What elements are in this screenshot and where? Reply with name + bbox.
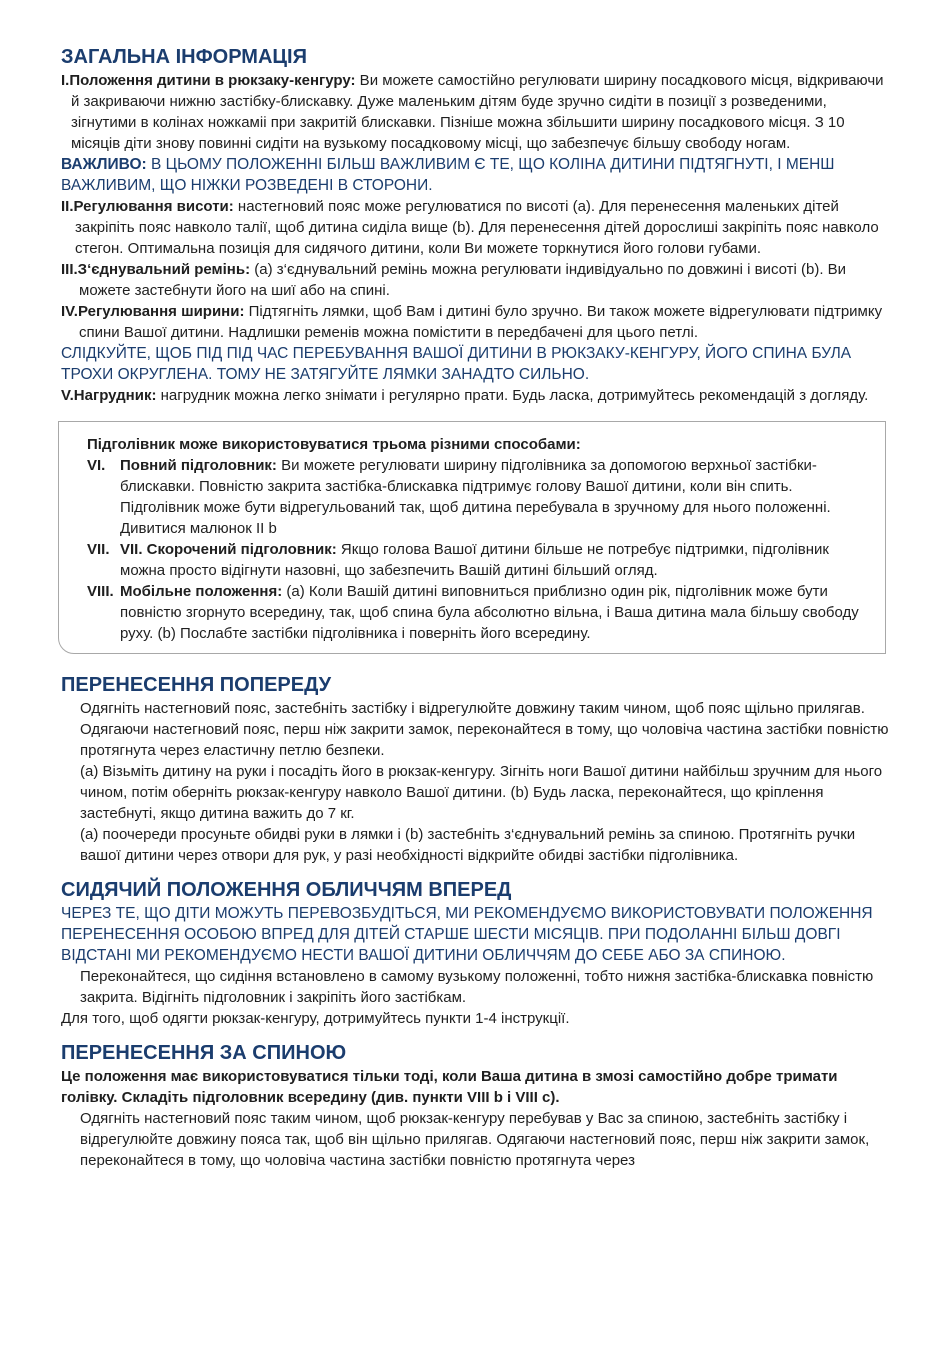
back-carry-paragraph: Одягніть настегновий пояс таким чином, щоб рюкзак-кенгуру перебував у Вас за спиною, застебніть застібку і відрегулюйте довжину пояса так, щоб він щільно прилягав. Одягаючи настегновий пояс, перш ніж закрити замок, переконайтеся в тому, що чоловіча частина застібки повністю протягнута через	[80, 1110, 870, 1169]
item-number: VIII.	[87, 583, 114, 600]
item-text: Ви можете регулювати ширину підголівника за допомогою верхньої застібки-блискавки. Повністю закрита застібка-блискавка підтримує голову Вашої дитини, коли він спить. Підголівник може бути відрегульований так, щоб дитина перебувала в зручному для нього положенні. Дивитися малюнок II b	[120, 457, 831, 537]
headrest-item-shortened	[59, 539, 885, 581]
section-heading-back-carry: ПЕРЕНЕСЕННЯ ЗА СПИНОЮ	[61, 1042, 347, 1064]
facing-forward-note: Для того, щоб одягти рюкзак-кенгуру, дотримуйтесь пункти 1-4 інструкції.	[61, 1010, 570, 1027]
item-label: Регулювання висоти:	[73, 198, 234, 215]
item-label: Нагрудник:	[73, 387, 157, 404]
front-carry-body	[61, 698, 893, 866]
headrest-box-title: Підголівник може використовуватися трьома різними способами:	[87, 436, 581, 453]
general-item-5	[61, 385, 893, 406]
item-label: Мобільне положення:	[120, 583, 283, 600]
item-text: (a) з‘єднувальний ремінь можна регулювати індивідуально по довжині і висоті (b). Ви можете застебнути його на шиї або на спині.	[79, 261, 847, 299]
item-number: IV.	[61, 303, 78, 320]
front-carry-paragraph: (a) поочереди просуньте обидві руки в лямки і (b) застебніть з‘єднувальний ремінь за спиною. Протягніть ручки вашої дитини через отвори для рук, у разі необхідності відкрийте обидві застібки підголівника.	[80, 826, 856, 864]
item-number: V.	[61, 387, 74, 404]
document-page	[61, 44, 893, 1171]
front-carry-paragraph: Одягніть настегновий пояс, застебніть застібку і відрегулюйте довжину таким чином, щоб пояс щільно прилягав. Одягаючи настегновий пояс, перш ніж закрити замок, переконайтеся в тому, що чоловіча частина застібки повністю протягнута через еластичну петлю безпеки.	[80, 700, 889, 759]
important-warning	[61, 154, 893, 196]
front-carry-paragraph: (a) Візьміть дитину на руки і посадіть його в рюкзак-кенгуру. Зігніть ноги Вашої дитини найбільш зручним для нього чином, потім оберніть рюкзак-кенгуру навколо Вашої дитини. (b) Будь ласка, переконайтеся, що кріплення застебнуті, якщо дитина важить до 7 кг.	[80, 763, 883, 822]
item-number: VI.	[87, 457, 106, 474]
facing-forward-paragraph: Переконайтеся, що сидіння встановлено в самому вузькому положенні, тобто нижня застібка-блискавка повністю закрита. Відігніть підголовник і закріпіть його застібкам.	[80, 968, 874, 1006]
back-carry-bold-note: Це положення має використовуватися тільки тоді, коли Ваша дитина в змозі самостійно добре тримати голівку. Складіть підголовник всередину (див. пункти VIII b і VIII c).	[61, 1068, 838, 1106]
item-text: Якщо голова Вашої дитини більше не потребує підтримки, підголівник можна просто відігнути назовні, що забезпечить Вашій дитині більший огляд.	[120, 541, 829, 579]
headrest-item-mobile	[59, 581, 885, 644]
item-number: III.	[61, 261, 78, 278]
section-heading-front-carry: ПЕРЕНЕСЕННЯ ПОПЕРЕДУ	[61, 674, 332, 696]
item-text: настегновий пояс може регулюватися по висоті (a). Для перенесення маленьких дітей закріпіть пояс навколо талії, щоб дитина сиділа вище (b). Для перенесення дітей дорослиші закріпіть пояс навколо стегон. Оптимальна позиція для сидячого дитини, коли Ви можете торкнутися його голови губами.	[75, 198, 879, 257]
item-label: З‘єднувальний ремінь:	[77, 261, 251, 278]
warning-text: В ЦЬОМУ ПОЛОЖЕННІ БІЛЬШ ВАЖЛИВИМ Є ТЕ, ЩО КОЛІНА ДИТИНИ ПІДТЯГНУТІ, І МЕНШ ВАЖЛИВИМ, ЩО НІЖКИ РОЗВЕДЕНІ В СТОРОНИ.	[61, 156, 835, 194]
general-item-2	[61, 196, 893, 259]
general-item-1	[61, 70, 893, 154]
item-label: Повний підголовник:	[120, 457, 277, 474]
item-text: (a) Коли Вашій дитині виповниться приблизно один рік, підголівник може бути повністю згорнуто всередину, так, щоб спина була абсолютно вільна, і Ваша дитина мала більшу свободу руху. (b) Послабте застібки підголівника і поверніть його всередину.	[120, 583, 859, 642]
item-text: нагрудник можна легко знімати і регулярно прати. Будь ласка, дотримуйтесь рекомендацій з догляду.	[156, 387, 869, 404]
item-text: Ви можете самостійно регулювати ширину посадкового місця, відкриваючи й закриваючи нижню застібку-блискавку. Дуже маленьким дітям буде зручно сидіти в позиції з розведеними, зігнутими в колінах ножкаміі при закритій блискавки. Пізніше можна збільшити ширину посадкового місця. З 10 місяців діти знову повинні сидіти на вузькому посадковому місці, що забезпечує більшу свободу ногам.	[71, 72, 884, 152]
item-number: I.	[61, 72, 70, 89]
item-label: VII. Скорочений підголовник:	[120, 541, 337, 558]
general-item-3	[61, 259, 893, 301]
item-label: Положення дитини в рюкзаку-кенгуру:	[69, 72, 356, 89]
item-number: II.	[61, 198, 74, 215]
section-heading-facing-forward: СИДЯЧИЙ ПОЛОЖЕННЯ ОБЛИЧЧЯМ ВПЕРЕД	[61, 879, 512, 901]
headrest-item-full	[59, 455, 885, 539]
headrest-info-box	[58, 421, 886, 654]
item-label: Регулювання ширини:	[77, 303, 245, 320]
caution-warning: СЛІДКУЙТЕ, ЩОБ ПІД ПІД ЧАС ПЕРЕБУВАННЯ ВАШОЇ ДИТИНИ В РЮКЗАКУ-КЕНГУРУ, ЙОГО СПИНА БУЛА ТРОХИ ОКРУГЛЕНА. ТОМУ НЕ ЗАТЯГУЙТЕ ЛЯМКИ ЗАНАДТО СИЛЬНО.	[61, 345, 852, 383]
facing-forward-warning: ЧЕРЕЗ ТЕ, ЩО ДІТИ МОЖУТЬ ПЕРЕВОЗБУДІТЬСЯ, МИ РЕКОМЕНДУЄМО ВИКОРИСТОВУВАТИ ПОЛОЖЕННЯ ПЕРЕНЕСЕННЯ ОСОБОЮ ВПРЕД ДЛЯ ДІТЕЙ СТАРШЕ ШЕСТИ МІСЯЦІВ. ПРИ ПОДОЛАННІ БІЛЬШ ДОВГІ ВІДСТАНІ МИ РЕКОМЕНДУЄМО НЕСТИ ВАШОЇ ДИТИНИ ОБЛИЧЧЯМ ДО СЕБЕ АБО ЗА СПИНОЮ.	[61, 905, 873, 964]
general-item-4	[61, 301, 893, 343]
warning-label: ВАЖЛИВО:	[61, 156, 147, 173]
item-number: VII.	[87, 541, 110, 558]
section-heading-general: ЗАГАЛЬНА ІНФОРМАЦІЯ	[61, 46, 307, 68]
item-text: Підтягніть лямки, щоб Вам і дитині було зручно. Ви також можете відрегулювати підтримку спини Вашої дитини. Надлишки ременів можна помістити в передбачені для цього петлі.	[79, 303, 883, 341]
